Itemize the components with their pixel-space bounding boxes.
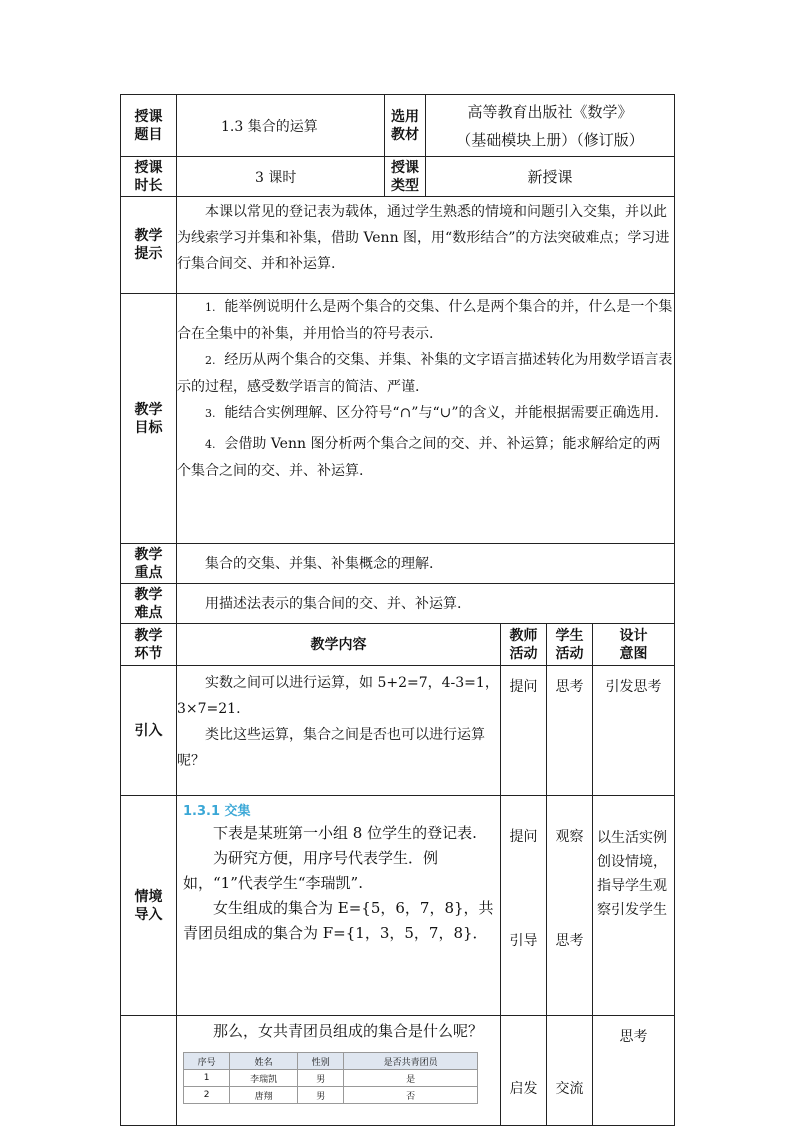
table-row: 1 李瑞凯 男 是 <box>184 1070 478 1087</box>
goal-item: 4. 会借助 Venn 图分析两个集合之间的交、并、补运算；能求解给定的两个集合之间的交、并、补运算. <box>177 436 661 479</box>
key-point-row <box>121 544 675 584</box>
type-value: 新授课 <box>426 157 675 197</box>
topic-label: 授课 题目 <box>121 95 177 157</box>
next-intent: 思考 <box>593 1016 675 1126</box>
intro-content: 实数之间可以进行运算，如 5+2=7，4-3=1， 3×7=21. 类比这些运算，集合之间是否也可以进行运算呢？ <box>177 666 501 796</box>
next-stage <box>121 1016 177 1126</box>
textbook-value: 高等教育出版社《数学》 （基础模块上册）（修订版） <box>426 95 675 157</box>
col-content: 教学内容 <box>177 624 501 666</box>
column-header-row <box>121 624 675 666</box>
tips-row <box>121 197 675 294</box>
situation-intent: 以生活实例创设情境，指导学生观察引发学生 <box>593 796 675 1016</box>
goal-item: 3. 能结合实例理解、区分符号“∩”与“∪”的含义，并能根据需要正确选用. <box>205 405 659 421</box>
duration-label: 授课 时长 <box>121 157 177 197</box>
intro-stage: 引入 <box>121 666 177 796</box>
type-label: 授课 类型 <box>385 157 426 197</box>
difficulty-text: 用描述法表示的集合间的交、并、补运算. <box>177 584 675 624</box>
next-student: 交流 <box>547 1016 593 1126</box>
goals-row <box>121 294 675 544</box>
next-content: 那么，女共青团员组成的集合是什么呢？ 序号 姓名 性别 是否共青团员 1 李瑞凯 男 是 2 唐翔 男 否 <box>177 1016 501 1126</box>
goals-label: 教学 目标 <box>121 294 177 544</box>
col-student: 学生 活动 <box>547 624 593 666</box>
topic-value: 1.3 集合的运算 <box>177 95 385 157</box>
goals-list <box>177 294 675 544</box>
intro-teacher: 提问 <box>501 666 547 796</box>
next-teacher: 启发 <box>501 1016 547 1126</box>
roster-table: 序号 姓名 性别 是否共青团员 1 李瑞凯 男 是 2 唐翔 男 否 <box>183 1052 478 1104</box>
intro-intent: 引发思考 <box>593 666 675 796</box>
col-intent: 设计 意图 <box>593 624 675 666</box>
tips-text: 本课以常见的登记表为载体，通过学生熟悉的情境和问题引入交集，并以此为线索学习并集和补集，借助 Venn 图，用“数形结合”的方法突破难点；学习进行集合间交、并和补运算. <box>177 197 675 294</box>
difficulty-row <box>121 584 675 624</box>
col-stage: 教学 环节 <box>121 624 177 666</box>
goal-item: 2. 经历从两个集合的交集、并集、补集的文字语言描述转化为用数学语言表示的过程，感受数学语言的简洁、严谨. <box>177 352 673 395</box>
goal-item: 1. 能举例说明什么是两个集合的交集、什么是两个集合的并，什么是一个集合在全集中的补集，并用恰当的符号表示. <box>177 299 673 342</box>
tips-label: 教学 提示 <box>121 197 177 294</box>
key-point-label: 教学 重点 <box>121 544 177 584</box>
situation-content: 1.3.1 交集 下表是某班第一小组 8 位学生的登记表. 为研究方便，用序号代表学生．例如，“1”代表学生“李瑞凯”. 女生组成的集合为 E={5，6，7，8}，共青团员组成的集合为 F={1，3，5，7，8}． <box>177 796 501 1016</box>
situation-student: 观察 思考 <box>547 796 593 1016</box>
col-teacher: 教师 活动 <box>501 624 547 666</box>
key-point-text: 集合的交集、并集、补集概念的理解. <box>177 544 675 584</box>
textbook-label: 选用 教材 <box>385 95 426 157</box>
situation-row <box>121 796 675 1016</box>
section-title: 1.3.1 交集 <box>183 804 251 819</box>
situation-stage: 情境 导入 <box>121 796 177 1016</box>
intro-row <box>121 666 675 796</box>
lesson-plan <box>120 94 674 1126</box>
duration-value: 3 课时 <box>177 157 385 197</box>
next-row <box>121 1016 675 1126</box>
lesson-plan-table <box>120 94 675 1126</box>
topic-row <box>121 95 675 157</box>
situation-teacher: 提问 引导 <box>501 796 547 1016</box>
duration-row <box>121 157 675 197</box>
intro-student: 思考 <box>547 666 593 796</box>
difficulty-label: 教学 难点 <box>121 584 177 624</box>
table-row: 2 唐翔 男 否 <box>184 1087 478 1104</box>
